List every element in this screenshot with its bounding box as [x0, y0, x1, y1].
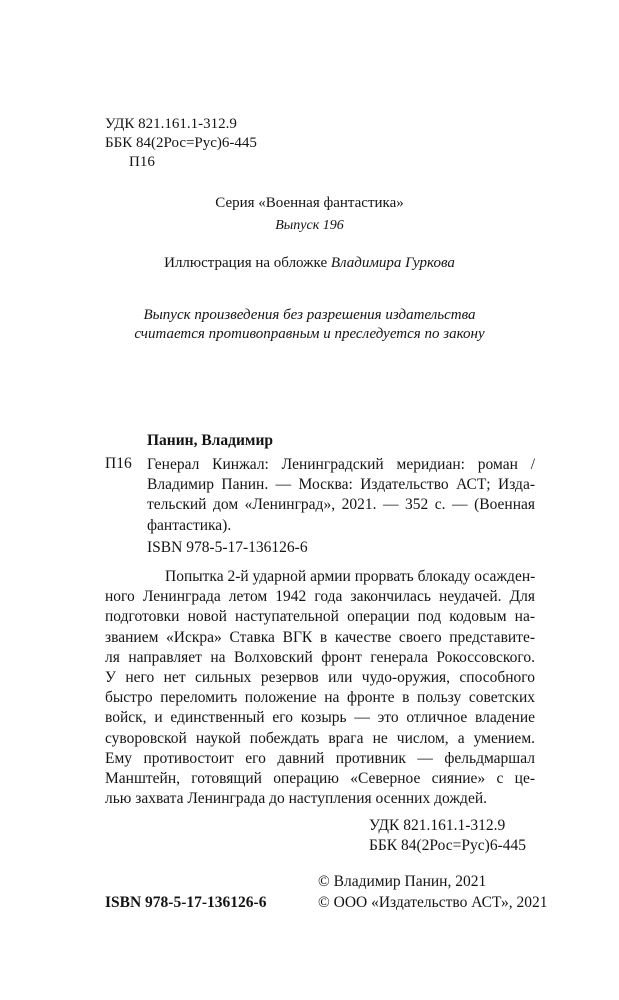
series-issue: Выпуск 196 — [275, 218, 344, 233]
udk-code: УДК 821.161.1-312.9 — [105, 116, 237, 132]
annotation-line: ля направляет на Волховский фронт генерала Рокоссовского. — [105, 648, 535, 666]
annotation-line: войск, и единственный его козырь — это отличное владение — [105, 709, 535, 727]
bibliographic-description — [147, 455, 535, 536]
copyright-author: © Владимир Панин, 2021 — [318, 873, 487, 890]
annotation-line: быстро переломить положение на фронте в пользу советских — [105, 689, 535, 707]
bib-line: тельский дом «Ленинград», 2021. — 352 с. — (Военная — [147, 496, 535, 514]
copyright-publisher: © ООО «Издательство АСТ», 2021 — [318, 894, 548, 911]
annotation-line: У него нет сильных резервов или чудо-оружия, способного — [105, 669, 535, 687]
footer-isbn: ISBN 978-5-17-136126-6 — [105, 894, 267, 911]
annotation-line: суворовской наукой побеждать врага не числом, а умением. — [105, 729, 535, 747]
footer-udk-code: УДК 821.161.1-312.9 — [369, 817, 506, 834]
illustration-artist: Владимира Гуркова — [330, 255, 455, 271]
footer-bbk-code: ББК 84(2Рос=Рус)6-445 — [369, 837, 526, 854]
annotation-line: званием «Искра» Ставка ВГК в качестве своего представите- — [105, 628, 535, 646]
annotation-line: Манштейн, готовящий операцию «Северное сияние» с це- — [105, 770, 535, 788]
author-mark: П16 — [129, 154, 155, 170]
illustration-credit — [0, 254, 619, 272]
bib-line: Владимир Панин. — Москва: Издательство АСТ; Изда- — [147, 476, 535, 494]
bbk-code: ББК 84(2Рос=Рус)6-445 — [105, 135, 257, 151]
copyright-warning-line-2: считается противоправным и преследуется по закону — [134, 326, 485, 342]
copyright-warning-line-1: Выпуск произведения без разрешения издательства — [143, 307, 476, 323]
annotation-line: Попытка 2-й ударной армии прорвать блокаду осажден- — [165, 568, 536, 585]
annotation-line: Ему противостоит его давний противник — фельдмаршал — [105, 749, 535, 767]
series-name: Серия «Военная фантастика» — [215, 195, 404, 211]
bib-line: Генерал Кинжал: Ленинградский меридиан: роман / — [147, 456, 535, 473]
annotation-line: подготовки новой наступательной операции под кодовым на- — [105, 608, 535, 626]
annotation-line: лью захвата Ленинграда до наступления осенних дождей. — [105, 790, 487, 808]
author-heading: Панин, Владимир — [147, 432, 274, 449]
bib-author-mark: П16 — [105, 455, 132, 472]
annotation — [105, 567, 535, 809]
illustration-prefix: Иллюстрация на обложке — [164, 255, 328, 271]
annotation-line: ного Ленинграда летом 1942 года закончилась неудачей. Для — [105, 588, 535, 606]
bib-isbn: ISBN 978-5-17-136126-6 — [147, 539, 308, 556]
bib-line: фантастика). — [147, 516, 232, 534]
